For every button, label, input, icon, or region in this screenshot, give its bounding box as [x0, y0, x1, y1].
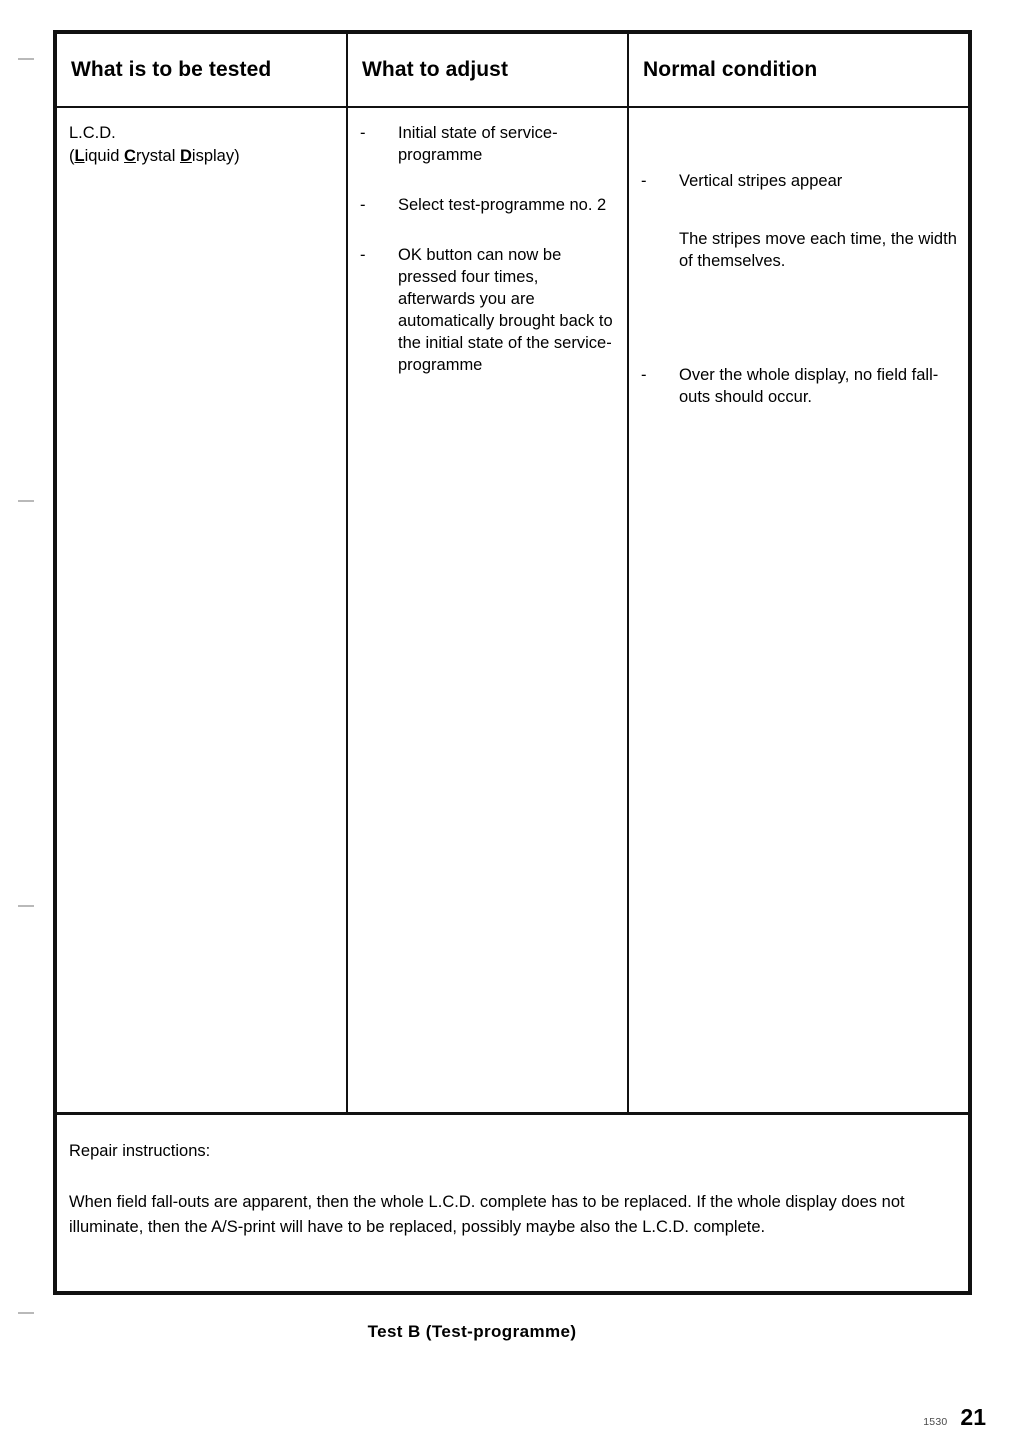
table-header-label: Normal condition	[643, 58, 818, 81]
paren-open: (	[69, 147, 75, 165]
spacer	[360, 166, 619, 194]
figure-caption	[0, 1322, 1024, 1342]
table-header-cell-what-to-adjust	[346, 34, 627, 106]
condition-list-item	[641, 364, 958, 408]
table-cell-what-is-tested	[57, 108, 346, 1112]
bullet-dash: -	[360, 246, 366, 264]
spacer	[641, 122, 958, 170]
adjust-list-item	[360, 244, 619, 376]
tested-item-expansion	[69, 145, 336, 167]
word-rystal: rystal	[135, 147, 180, 165]
spacer	[360, 216, 619, 244]
adjust-list-item	[360, 194, 619, 216]
spacer	[641, 192, 958, 228]
table-cell-what-to-adjust	[346, 108, 627, 1112]
repair-instructions-title: Repair instructions:	[69, 1142, 211, 1160]
document-code: 1530	[923, 1416, 948, 1428]
condition-note	[641, 228, 958, 272]
bullet-dash: -	[641, 366, 647, 384]
table-cell-normal-condition	[627, 108, 968, 1112]
table-header-row	[57, 34, 968, 108]
condition-item-text: Vertical stripes appear	[679, 172, 843, 190]
repair-instructions-body: When field fall-outs are apparent, then the whole L.C.D. complete has to be replaced. If the whole display does not illuminate, then the A/S-print will have to be replaced, possibly maybe also the L.C.D. complete.	[69, 1193, 905, 1236]
margin-artifact-mark	[18, 500, 34, 502]
margin-artifact-mark	[18, 1312, 34, 1314]
table-header-label: What to adjust	[362, 58, 509, 81]
condition-item-text: Over the whole display, no field fall-outs should occur.	[679, 366, 939, 406]
page-footer	[923, 1404, 986, 1431]
tested-item-abbrev: L.C.D.	[69, 124, 116, 142]
bullet-dash: -	[360, 124, 366, 142]
word-iquid: iquid	[84, 147, 125, 165]
emph-letter-c: C	[124, 147, 136, 165]
adjust-item-text: Select test-programme no. 2	[398, 196, 607, 214]
emph-letter-d: D	[179, 147, 192, 165]
adjust-item-text: OK button can now be pressed four times, afterwards you are automatically brought back to the initial state of the service-programme	[398, 246, 613, 374]
page-number: 21	[960, 1404, 986, 1430]
margin-artifact-mark	[18, 58, 34, 60]
table-header-cell-what-is-tested	[57, 34, 346, 106]
bullet-dash: -	[641, 172, 647, 190]
table-header-label: What is to be tested	[71, 58, 272, 81]
word-isplay: isplay)	[191, 147, 240, 165]
test-procedure-table	[53, 30, 972, 1295]
emph-letter-l: L	[74, 147, 85, 165]
condition-note-text: The stripes move each time, the width of themselves.	[679, 230, 957, 270]
bullet-dash: -	[360, 196, 366, 214]
margin-artifact-mark	[18, 905, 34, 907]
table-header-cell-normal-condition	[627, 34, 968, 106]
condition-list-item	[641, 170, 958, 192]
table-body-row	[57, 108, 968, 1112]
repair-instructions-row	[57, 1112, 968, 1291]
spacer	[641, 272, 958, 364]
adjust-item-text: Initial state of service-programme	[398, 124, 558, 164]
figure-caption-text: Test B (Test-programme)	[367, 1322, 577, 1341]
adjust-list-item	[360, 122, 619, 166]
